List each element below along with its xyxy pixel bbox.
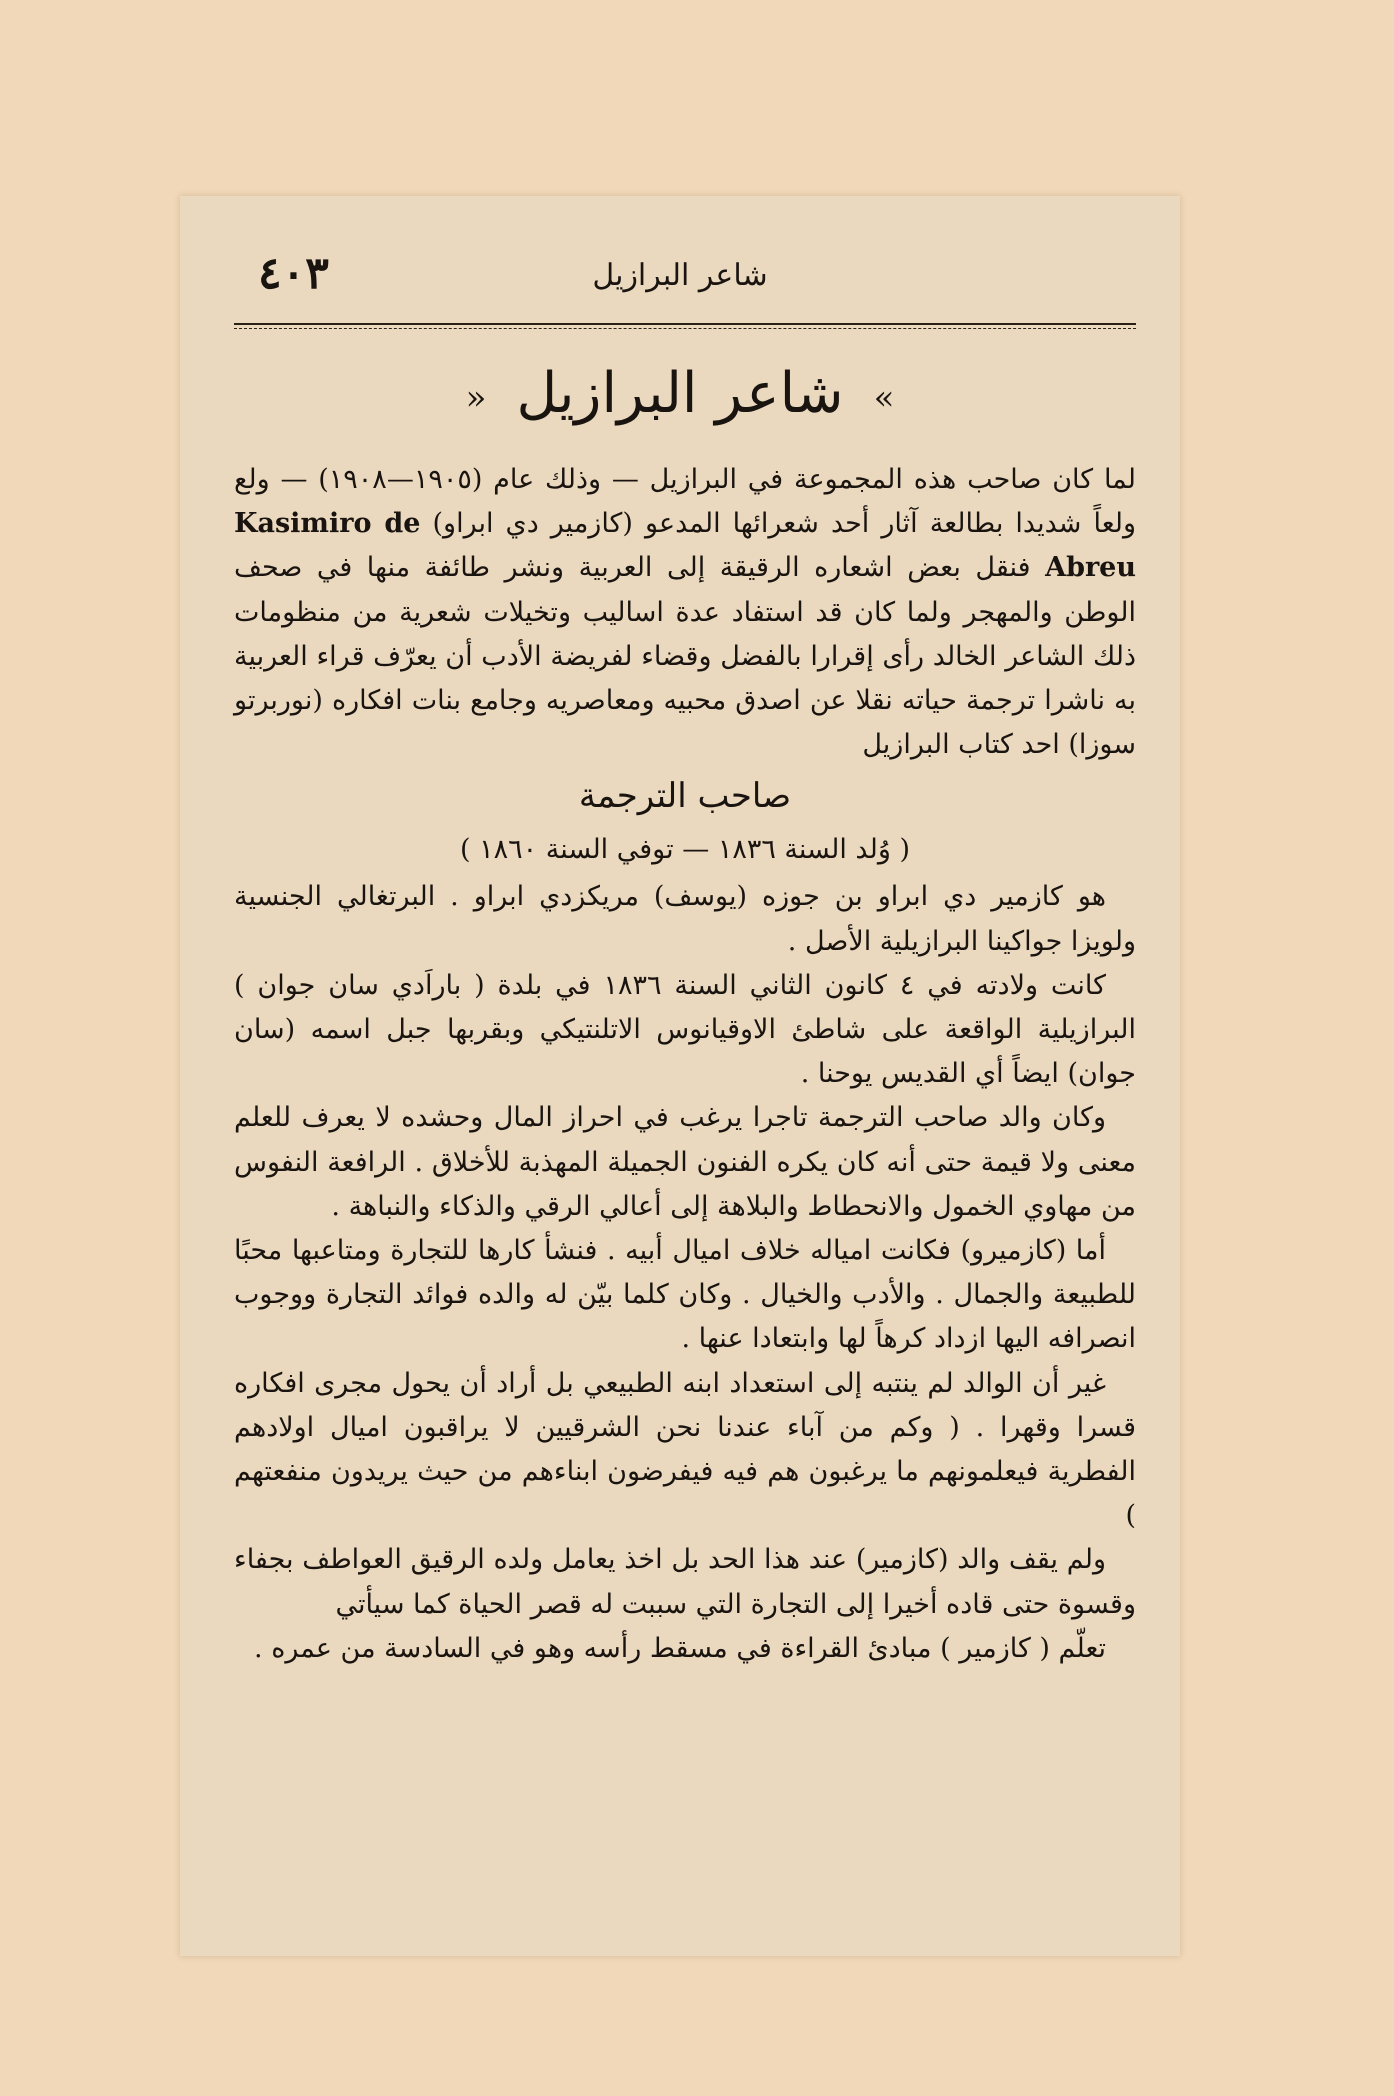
paragraph: أما (كازميرو) فكانت امياله خلاف اميال أبيه . فنشأ كارها للتجارة ومتاعبها محبًا للطبيعة والجمال . والأدب والخيال . وكان كلما بيّن له والده فوائد التجارة ووجوب انصرافه اليها ازداد كرهاً لها وابتعادا عنها . (234, 1235, 1136, 1355)
paragraph: كانت ولادته في ٤ كانون الثاني السنة ١٨٣٦ في بلدة ( باراَدي سان جوان ) البرازيلية الواقعة على شاطئ الاوقيانوس الاتلنتيكي وبقربها جبل اسمه (سان جوان) ايضاً أي القديس يوحنا . (234, 969, 1136, 1090)
paragraph: غير أن الوالد لم ينتبه إلى استعداد ابنه الطبيعي بل أراد أن يحول مجرى افكاره قسرا وقهرا . ( وكم من آباء عندنا نحن الشرقيين لا يراقبون اميال اولادهم الفطرية فيعلمونهم ما يرغبون هم فيه فيفرضون ابناءهم من حيث يريدون منفعتهم ) (234, 1367, 1136, 1532)
body-text (234, 458, 1136, 1671)
intro-part-1: لما كان صاحب هذه المجموعة في البرازيل — وذلك عام (١٩٠٥—١٩٠٨) — ولع ولعاً شديدا بطالعة آثار أحد شعرائها المدعو (كازمير دي ابراو) (234, 464, 1137, 540)
page-number: ٤٠٣ (258, 248, 329, 299)
intro-paragraph (234, 458, 1136, 767)
header-rule-dashed (234, 328, 1136, 329)
ornament-right: » (873, 377, 895, 418)
intro-part-2: فنقل بعض اشعاره الرقيقة إلى العربية ونشر طائفة منها في صحف الوطن والمهجر ولما كان قد استفاد عدة اساليب وتخيلات شعرية من منظومات ذلك الشاعر الخالد رأى إقرارا بالفضل وقضاء لفريضة الأدب أن يعرّف قراء العربية به ناشرا ترجمة حياته نقلا عن اصدق محبيه ومعاصريه وجامع بنات افكاره (نوربرتو سوزا) احد كتاب البرازيل (234, 552, 1136, 761)
dates-line: ( وُلد السنة ١٨٣٦ — توفي السنة ١٨٦٠ ) (460, 834, 910, 866)
paragraph: ولم يقف والد (كازمير) عند هذا الحد بل اخذ يعامل ولده الرقيق العواطف بجفاء وقسوة حتى قاده أخيرا إلى التجارة التي سببت له قصر الحياة كما سيأتي (234, 1544, 1136, 1620)
running-header (180, 248, 1180, 318)
paragraph: تعلّم ( كازمير ) مبادئ القراءة في مسقط رأسه وهو في السادسة من عمره . (254, 1632, 1106, 1664)
ornament-left: « (465, 377, 487, 418)
running-title: شاعر البرازيل (592, 258, 768, 293)
paragraph: هو كازمير دي ابراو بن جوزه (يوسف) مريكزدي ابراو . البرتغالي الجنسية ولويزا جواكينا البرازيلية الأصل . (234, 881, 1136, 957)
latin-name: Kasimiro de Abreu (234, 508, 1136, 584)
subheading: صاحب الترجمة (578, 776, 792, 817)
paragraph: وكان والد صاحب الترجمة تاجرا يرغب في احراز المال وحشده لا يعرف للعلم معنى ولا قيمة حتى أنه كان يكره الفنون الجميلة المهذبة للأخلاق . الرافعة النفوس من مهاوي الخمول والانحطاط والبلاهة إلى أعالي الرقي والذكاء والنباهة . (234, 1102, 1136, 1222)
header-rule (234, 323, 1136, 325)
book-page (180, 196, 1180, 1956)
chapter-title-text: شاعر البرازيل (516, 361, 844, 426)
chapter-title (180, 361, 1180, 426)
